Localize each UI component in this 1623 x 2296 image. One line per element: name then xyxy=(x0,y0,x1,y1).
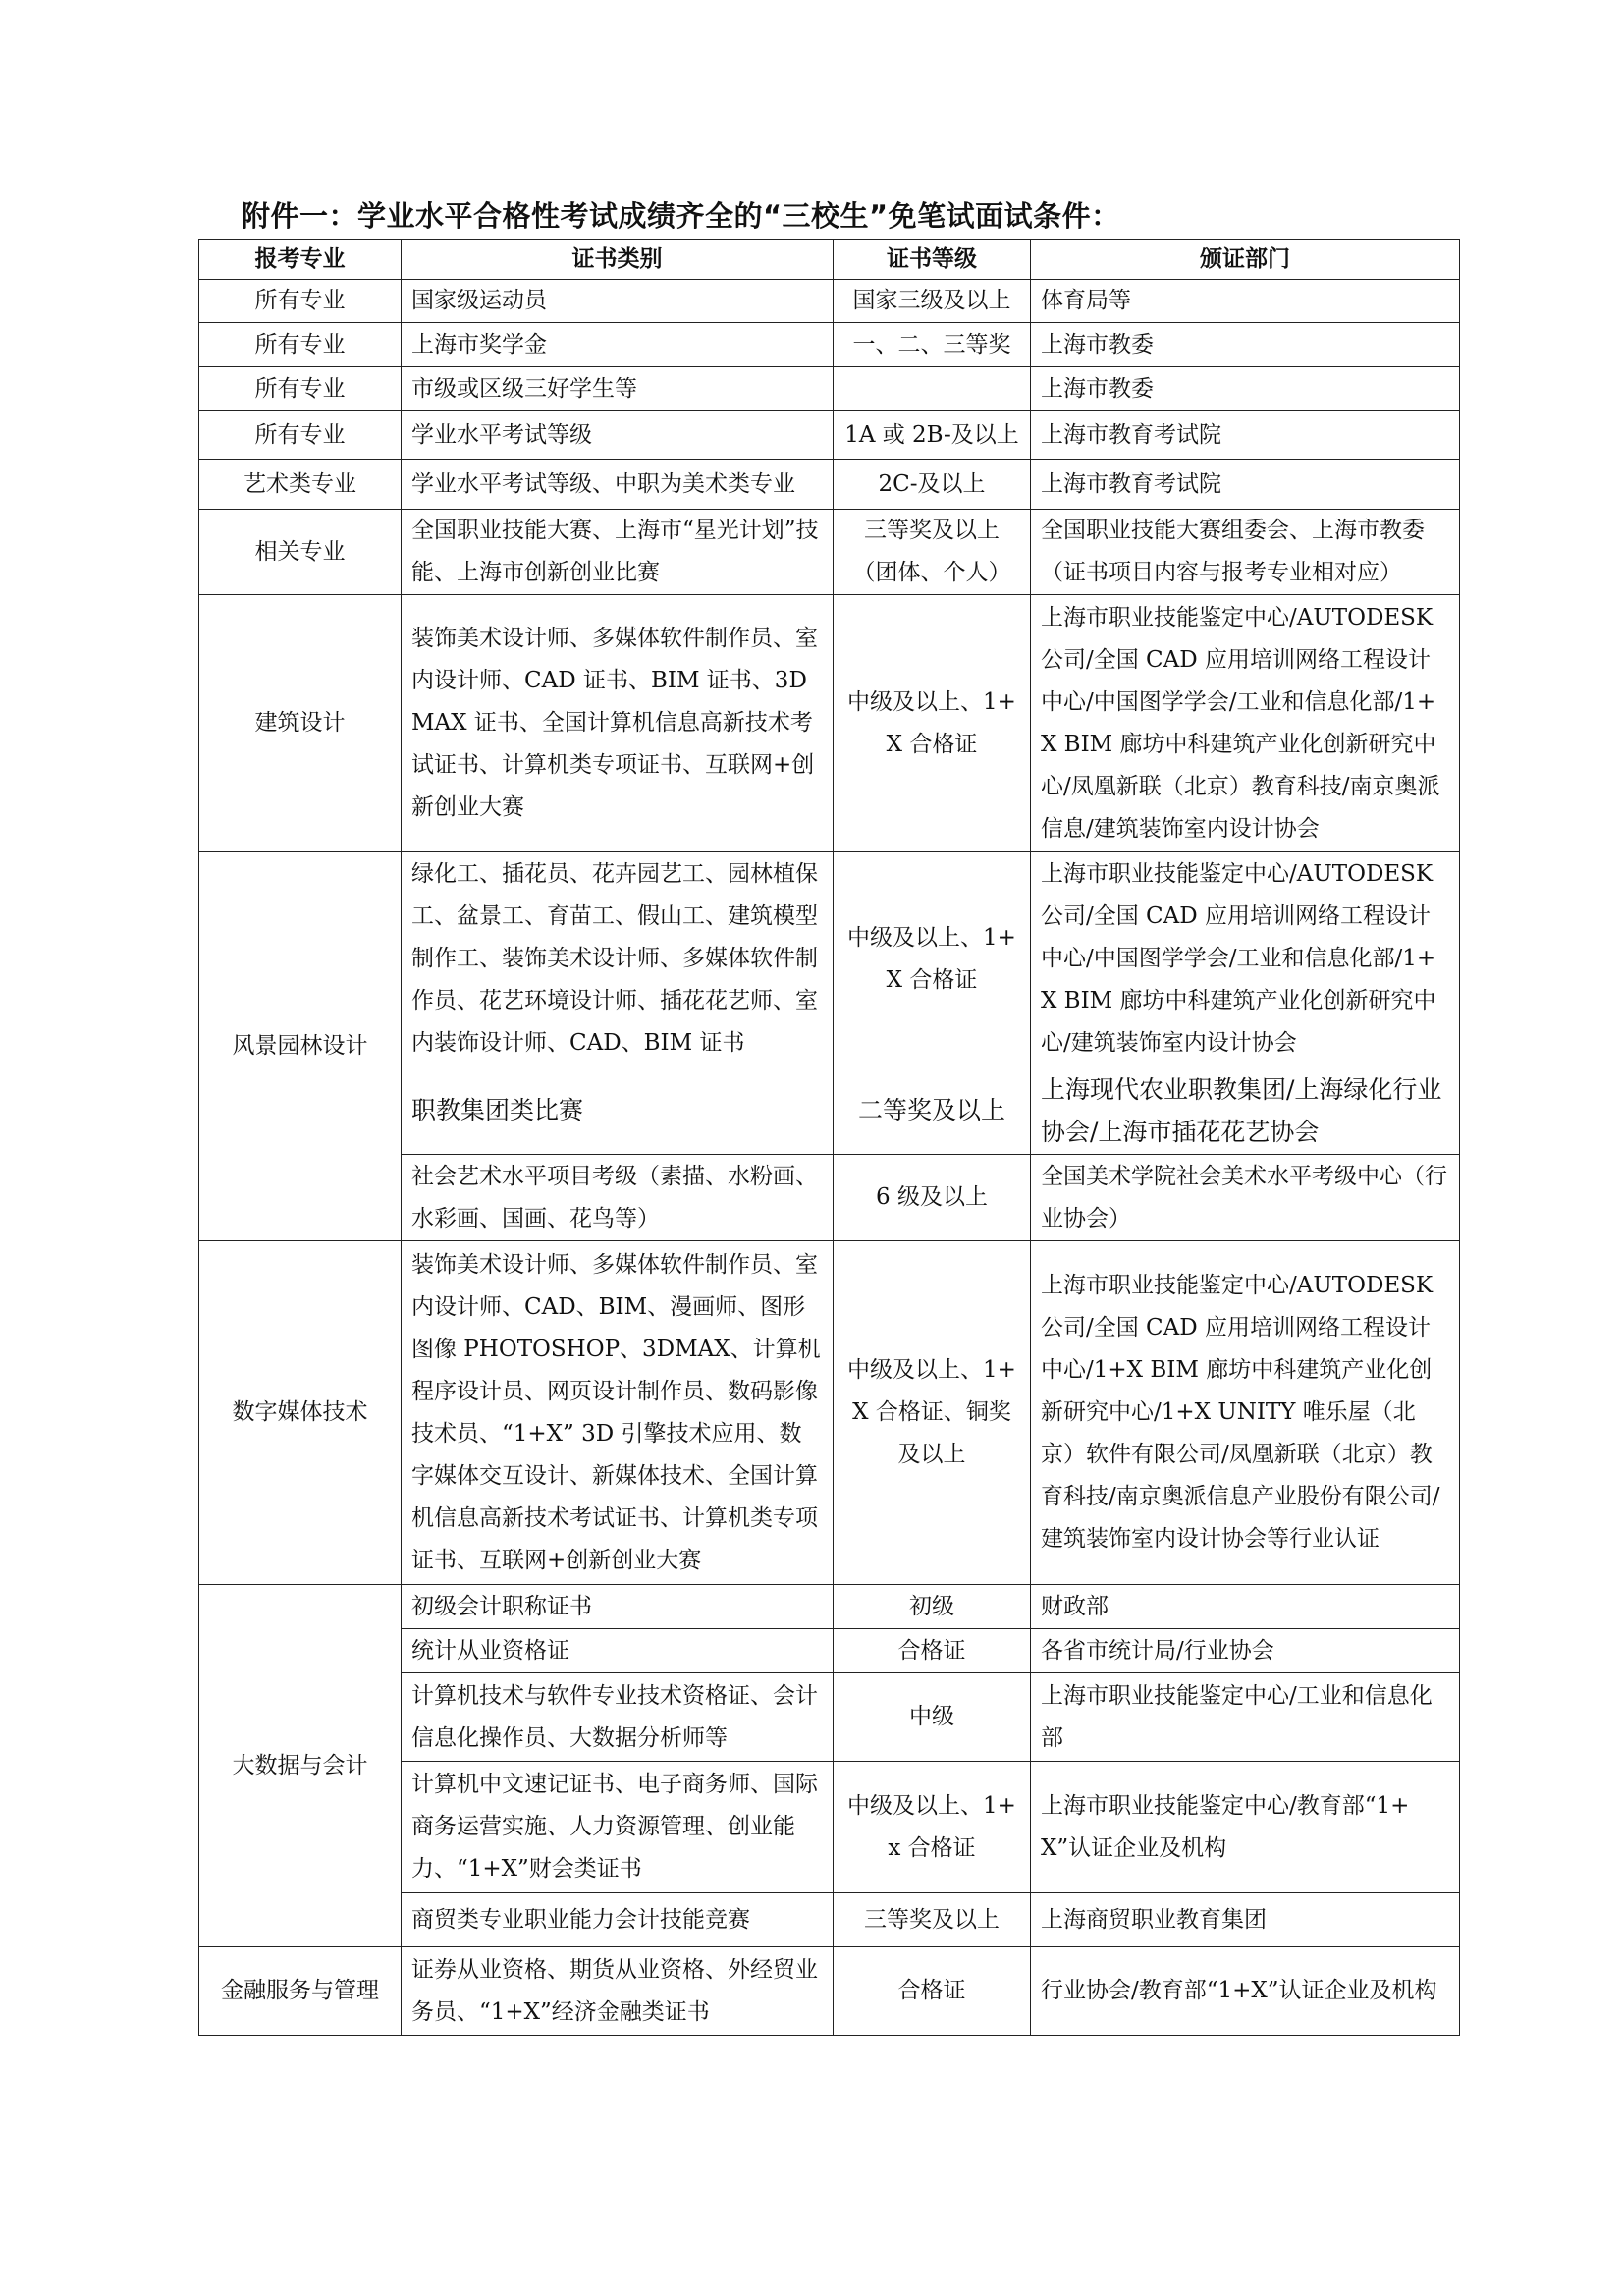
cell-level: 中级及以上、1+X 合格证 xyxy=(834,595,1031,852)
cell-major: 金融服务与管理 xyxy=(199,1947,402,2036)
cell-cert: 全国职业技能大赛、上海市“星光计划”技能、上海市创新创业比赛 xyxy=(402,510,834,595)
cell-cert: 计算机技术与软件专业技术资格证、会计信息化操作员、大数据分析师等 xyxy=(402,1673,834,1762)
cell-cert: 统计从业资格证 xyxy=(402,1629,834,1673)
cell-level: 6 级及以上 xyxy=(834,1155,1031,1241)
cell-major: 风景园林设计 xyxy=(199,852,402,1241)
cell-level: 合格证 xyxy=(834,1629,1031,1673)
header-issuer: 颁证部门 xyxy=(1031,240,1460,280)
cell-issuer: 上海现代农业职教集团/上海绿化行业协会/上海市插花花艺协会 xyxy=(1031,1066,1460,1155)
table-row xyxy=(199,367,1460,411)
cell-cert: 学业水平考试等级 xyxy=(402,411,834,460)
cell-cert: 初级会计职称证书 xyxy=(402,1585,834,1629)
cell-issuer: 上海市职业技能鉴定中心/AUTODESK 公司/全国 CAD 应用培训网络工程设计中心/中国图学学会/工业和信息化部/1+X BIM 廊坊中科建筑产业化创新研究中心/凤凰新联（北京）教育科技/南京奥派信息/建筑装饰室内设计协会 xyxy=(1031,595,1460,852)
cell-issuer: 上海市教育考试院 xyxy=(1031,411,1460,460)
cell-major: 所有专业 xyxy=(199,323,402,367)
exemption-conditions-table xyxy=(198,239,1460,2036)
table-row xyxy=(199,411,1460,460)
cell-level xyxy=(834,367,1031,411)
table-row xyxy=(199,280,1460,323)
cell-cert: 商贸类专业职业能力会计技能竞赛 xyxy=(402,1893,834,1947)
table-row xyxy=(199,852,1460,1066)
cell-issuer: 全国职业技能大赛组委会、上海市教委（证书项目内容与报考专业相对应） xyxy=(1031,510,1460,595)
cell-level: 中级及以上、1+X 合格证、铜奖及以上 xyxy=(834,1241,1031,1585)
document-title: 附件一：学业水平合格性考试成绩齐全的“三校生”免笔试面试条件： xyxy=(242,199,1120,233)
table-row xyxy=(199,1947,1460,2036)
cell-issuer: 上海市职业技能鉴定中心/工业和信息化部 xyxy=(1031,1673,1460,1762)
cell-major: 相关专业 xyxy=(199,510,402,595)
cell-level: 三等奖及以上 xyxy=(834,1893,1031,1947)
cell-cert: 学业水平考试等级、中职为美术类专业 xyxy=(402,460,834,510)
cell-issuer: 上海市教育考试院 xyxy=(1031,460,1460,510)
cell-cert: 绿化工、插花员、花卉园艺工、园林植保工、盆景工、育苗工、假山工、建筑模型制作工、装饰美术设计师、多媒体软件制作员、花艺环境设计师、插花花艺师、室内装饰设计师、CAD、BIM 证书 xyxy=(402,852,834,1066)
cell-level: 一、二、三等奖 xyxy=(834,323,1031,367)
cell-major: 数字媒体技术 xyxy=(199,1241,402,1585)
cell-cert: 市级或区级三好学生等 xyxy=(402,367,834,411)
header-cert-type: 证书类别 xyxy=(402,240,834,280)
table-row xyxy=(199,323,1460,367)
cell-major: 艺术类专业 xyxy=(199,460,402,510)
cell-major: 所有专业 xyxy=(199,280,402,323)
cell-issuer: 上海市职业技能鉴定中心/AUTODESK 公司/全国 CAD 应用培训网络工程设计中心/中国图学学会/工业和信息化部/1+X BIM 廊坊中科建筑产业化创新研究中心/建筑装饰室内设计协会 xyxy=(1031,852,1460,1066)
cell-level: 三等奖及以上（团体、个人） xyxy=(834,510,1031,595)
cell-cert: 上海市奖学金 xyxy=(402,323,834,367)
cell-issuer: 各省市统计局/行业协会 xyxy=(1031,1629,1460,1673)
cell-level: 初级 xyxy=(834,1585,1031,1629)
cell-major: 所有专业 xyxy=(199,411,402,460)
cell-issuer: 上海市教委 xyxy=(1031,367,1460,411)
cell-issuer: 上海商贸职业教育集团 xyxy=(1031,1893,1460,1947)
cell-level: 合格证 xyxy=(834,1947,1031,2036)
header-cert-level: 证书等级 xyxy=(834,240,1031,280)
cell-level: 2C-及以上 xyxy=(834,460,1031,510)
cell-level: 二等奖及以上 xyxy=(834,1066,1031,1155)
cell-level: 中级及以上、1+x 合格证 xyxy=(834,1762,1031,1893)
cell-level: 中级及以上、1+X 合格证 xyxy=(834,852,1031,1066)
cell-major: 建筑设计 xyxy=(199,595,402,852)
header-major: 报考专业 xyxy=(199,240,402,280)
cell-level: 中级 xyxy=(834,1673,1031,1762)
cell-major: 大数据与会计 xyxy=(199,1585,402,1947)
cell-issuer: 行业协会/教育部“1+X”认证企业及机构 xyxy=(1031,1947,1460,2036)
table-header-row xyxy=(199,240,1460,280)
cell-issuer: 体育局等 xyxy=(1031,280,1460,323)
table-row xyxy=(199,1585,1460,1629)
cell-cert: 社会艺术水平项目考级（素描、水粉画、水彩画、国画、花鸟等） xyxy=(402,1155,834,1241)
cell-cert: 装饰美术设计师、多媒体软件制作员、室内设计师、CAD、BIM、漫画师、图形图像 PHOTOSHOP、3DMAX、计算机程序设计员、网页设计制作员、数码影像技术员、“1+X” 3D 引擎技术应用、数字媒体交互设计、新媒体技术、全国计算机信息高新技术考试证书、计算机类专项证书、互联网+创新创业大赛 xyxy=(402,1241,834,1585)
cell-level: 国家三级及以上 xyxy=(834,280,1031,323)
cell-level: 1A 或 2B-及以上 xyxy=(834,411,1031,460)
cell-cert: 证券从业资格、期货从业资格、外经贸业务员、“1+X”经济金融类证书 xyxy=(402,1947,834,2036)
table-row xyxy=(199,1241,1460,1585)
cell-cert: 装饰美术设计师、多媒体软件制作员、室内设计师、CAD 证书、BIM 证书、3DMAX 证书、全国计算机信息高新技术考试证书、计算机类专项证书、互联网+创新创业大赛 xyxy=(402,595,834,852)
cell-issuer: 财政部 xyxy=(1031,1585,1460,1629)
cell-major: 所有专业 xyxy=(199,367,402,411)
cell-cert: 计算机中文速记证书、电子商务师、国际商务运营实施、人力资源管理、创业能力、“1+X”财会类证书 xyxy=(402,1762,834,1893)
cell-issuer: 上海市教委 xyxy=(1031,323,1460,367)
table-row xyxy=(199,510,1460,595)
table-row xyxy=(199,460,1460,510)
cell-issuer: 上海市职业技能鉴定中心/教育部“1+X”认证企业及机构 xyxy=(1031,1762,1460,1893)
table-row xyxy=(199,595,1460,852)
cell-issuer: 上海市职业技能鉴定中心/AUTODESK 公司/全国 CAD 应用培训网络工程设计中心/1+X BIM 廊坊中科建筑产业化创新研究中心/1+X UNITY 唯乐屋（北京）软件有限公司/凤凰新联（北京）教育科技/南京奥派信息产业股份有限公司/建筑装饰室内设计协会等行业认证 xyxy=(1031,1241,1460,1585)
cell-cert: 国家级运动员 xyxy=(402,280,834,323)
cell-issuer: 全国美术学院社会美术水平考级中心（行业协会） xyxy=(1031,1155,1460,1241)
cell-cert: 职教集团类比赛 xyxy=(402,1066,834,1155)
